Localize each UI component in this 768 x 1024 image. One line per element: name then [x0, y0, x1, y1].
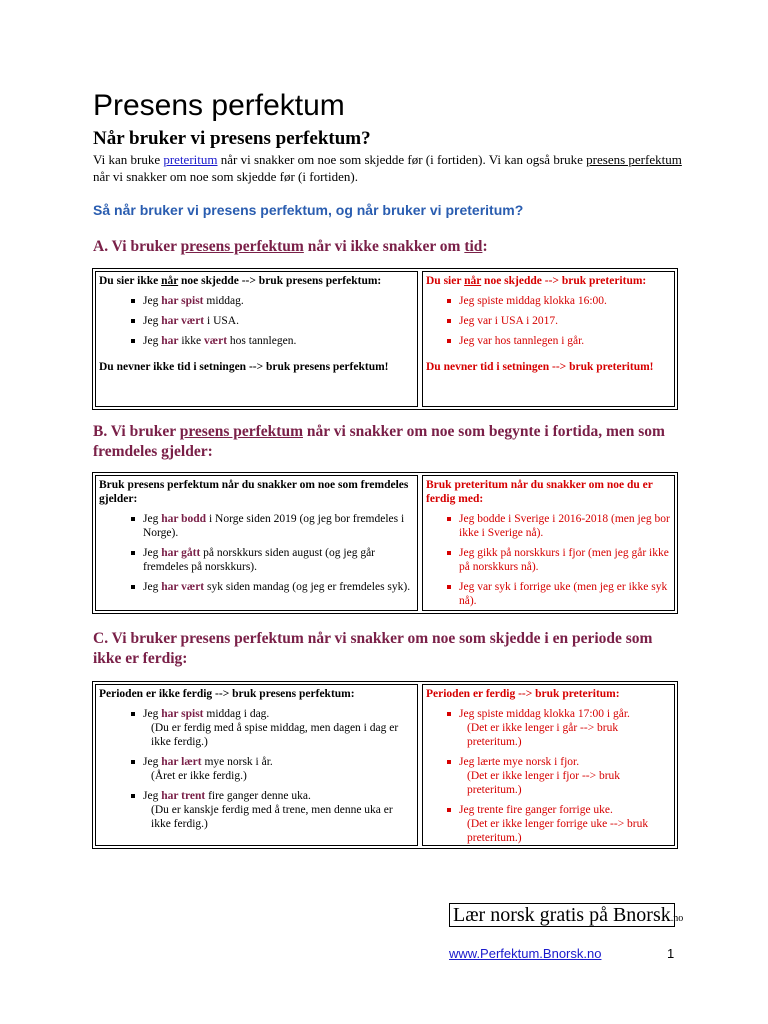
question-heading: Så når bruker vi presens perfektum, og når bruker vi preteritum? [93, 202, 524, 218]
list-item: Jeg har spist middag. [143, 294, 414, 308]
section-b-left-cell [95, 475, 418, 611]
list-item: Jeg har trent fire ganger denne uka. (Du er kanskje ferdig med å trene, men denne uka er ikke ferdig.) [143, 789, 414, 831]
footer-website-link[interactable]: www.Perfektum.Bnorsk.no [449, 946, 602, 961]
page-title: Presens perfektum [93, 89, 345, 122]
list-item: Jeg har bodd i Norge siden 2019 (og jeg bor fremdeles i Norge). [143, 512, 414, 540]
bnorsk-logo[interactable] [449, 903, 684, 927]
item-note: (Det er ikke lenger i går --> bruk preteritum.) [467, 722, 619, 748]
cell-conclusion: Du nevner ikke tid i setningen --> bruk presens perfektum! [99, 361, 389, 373]
item-note: (Det er ikke lenger i fjor --> bruk preteritum.) [467, 770, 621, 796]
example-list [426, 707, 671, 845]
section-c-table [92, 681, 678, 849]
heading-text: : [482, 238, 488, 255]
list-item: Jeg har vært syk siden mandag (og jeg er fremdeles syk). [143, 580, 414, 594]
example-list [426, 294, 671, 348]
cell-lead: Perioden er ferdig --> bruk preteritum: [426, 688, 620, 700]
logo-suffix: .no [670, 913, 684, 924]
section-c-left-cell [95, 684, 418, 846]
heading-underlined: presens perfektum [180, 238, 304, 255]
item-note: (Året er ikke ferdig.) [151, 770, 247, 782]
heading-text: når vi ikke snakker om [303, 238, 465, 255]
page-number: 1 [667, 946, 675, 961]
page-subtitle: Når bruker vi presens perfektum? [93, 128, 371, 149]
list-item: Jeg trente fire ganger forrige uke. (Det er ikke lenger forrige uke --> bruk preteritum.) [459, 803, 671, 845]
example-list [99, 707, 414, 831]
list-item: Jeg har vært i USA. [143, 314, 414, 328]
item-note: (Du er ferdig med å spise middag, men dagen i dag er ikke ferdig.) [151, 722, 399, 748]
cell-lead: Perioden er ikke ferdig --> bruk presens perfektum: [99, 688, 355, 700]
list-item: Jeg lærte mye norsk i fjor. (Det er ikke lenger i fjor --> bruk preteritum.) [459, 755, 671, 797]
cell-lead: Bruk preteritum når du snakker om noe du er ferdig med: [426, 479, 653, 505]
section-a-left-cell [95, 271, 418, 407]
cell-lead: Du sier ikke når noe skjedde --> bruk presens perfektum: [99, 275, 382, 287]
intro-text: Vi kan bruke [93, 152, 164, 167]
preteritum-link[interactable]: preteritum [163, 152, 218, 167]
section-c-heading: C. Vi bruker presens perfektum når vi snakker om noe som skjedde i en periode som ikke er ferdig: [93, 630, 653, 667]
list-item: Jeg var hos tannlegen i går. [459, 334, 671, 348]
section-a-right-cell [422, 271, 675, 407]
cell-lead: Du sier når noe skjedde --> bruk preteritum: [426, 275, 647, 287]
cell-lead: Bruk presens perfektum når du snakker om noe som fremdeles gjelder: [99, 479, 409, 505]
intro-underlined: presens perfektum [586, 152, 682, 167]
intro-paragraph [93, 151, 693, 185]
section-b-table [92, 472, 678, 614]
example-list [99, 294, 414, 348]
list-item: Jeg har gått på norskkurs siden august (og jeg går fremdeles på norskkurs). [143, 546, 414, 574]
list-item: Jeg bodde i Sverige i 2016-2018 (men jeg bor ikke i Sverige nå). [459, 513, 670, 539]
item-note: (Du er kanskje ferdig med å trene, men denne uka er ikke ferdig.) [151, 804, 393, 830]
list-item: Jeg gikk på norskkurs i fjor (men jeg går ikke på norskkurs nå). [459, 546, 671, 574]
section-c-right-cell [422, 684, 675, 846]
list-item: Jeg har spist middag i dag. (Du er ferdig med å spise middag, men dagen i dag er ikke ferdig.) [143, 707, 414, 749]
list-item: Jeg var syk i forrige uke (men jeg er ikke syk nå). [459, 580, 671, 608]
intro-text: når vi snakker om noe som skjedde før (i fortiden). [93, 169, 358, 184]
list-item: Jeg spiste middag klokka 17:00 i går. (Det er ikke lenger i går --> bruk preteritum.) [459, 707, 671, 749]
section-a-heading [93, 237, 673, 257]
logo-text: Lær norsk gratis på Bnorsk [453, 904, 671, 926]
list-item: Jeg var i USA i 2017. [459, 314, 671, 328]
intro-text: når vi snakker om noe som skjedde før (i fortiden). Vi kan også bruke [217, 152, 587, 167]
list-item: Jeg har lært mye norsk i år. (Året er ikke ferdig.) [143, 755, 414, 783]
section-a-table [92, 268, 678, 410]
section-b-heading: B. Vi bruker presens perfektum når vi snakker om noe som begynte i fortida, men som fremdeles gjelder: [93, 423, 665, 460]
example-list [426, 512, 671, 608]
heading-text: A. Vi bruker [93, 238, 181, 255]
list-item: Jeg har ikke vært hos tannlegen. [143, 334, 414, 348]
item-note: (Det er ikke lenger forrige uke --> bruk preteritum.) [467, 818, 649, 844]
example-list [99, 512, 414, 594]
list-item: Jeg spiste middag klokka 16:00. [459, 294, 671, 308]
heading-underlined: tid [464, 238, 483, 255]
section-b-right-cell [422, 475, 675, 611]
cell-conclusion: Du nevner tid i setningen --> bruk preteritum! [426, 361, 654, 373]
